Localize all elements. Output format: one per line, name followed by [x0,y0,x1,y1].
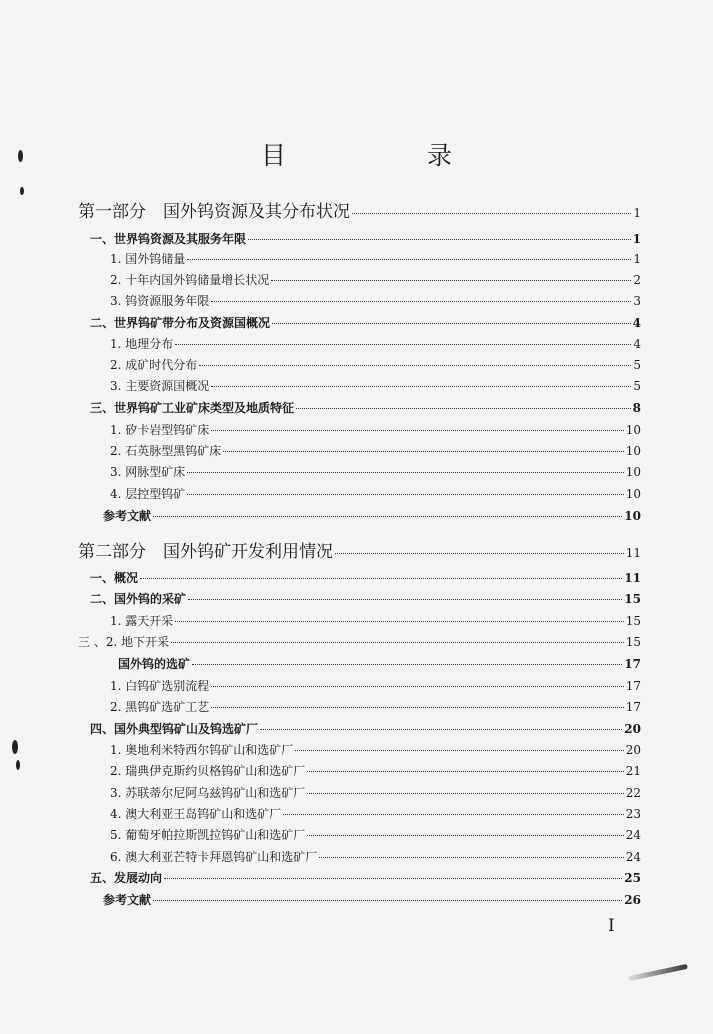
page-number: I [608,916,615,936]
toc-page: 26 [624,893,641,907]
toc-label: 1. 地理分布 [110,337,174,351]
toc-entry-references [103,891,641,908]
toc-label: 3. 主要资源国概况 [110,379,210,393]
toc-entry [110,784,641,801]
toc-entry [90,314,641,331]
toc-page: 22 [625,786,641,800]
toc-entry-part-1 [78,197,641,222]
toc-entry [110,805,641,822]
dot-leader [248,239,631,240]
toc-page: 15 [625,614,641,628]
toc-label: 国外钨的选矿 [118,657,191,671]
toc-entry [110,826,641,843]
toc-page: 1 [633,206,641,220]
toc-label: 参考文献 [103,509,152,523]
toc-page: 17 [625,700,641,714]
dot-leader [307,835,623,836]
toc-entry [78,633,641,650]
dot-leader [296,408,631,409]
dot-leader [211,386,631,387]
toc-label: 1. 矽卡岩型钨矿床 [110,423,210,437]
dot-leader [192,664,622,665]
toc-label: 一、概况 [90,571,139,585]
toc-label: 2. 成矿时代分布 [110,358,198,372]
toc-page: 10 [625,444,641,458]
toc-label: 2. 十年内国外钨储量增长状况 [110,273,270,287]
page-title: 目 录 [260,141,510,170]
toc-entry [110,848,641,865]
toc-entry [110,377,641,394]
toc-entry [110,442,641,459]
toc-label: 2. 瑞典伊克斯约贝格钨矿山和选矿厂 [110,764,306,778]
dot-leader [175,344,631,345]
toc-entry [118,655,641,672]
toc-entry [110,356,641,373]
dot-leader [283,814,623,815]
toc-label: 4. 澳大利亚王岛钨矿山和选矿厂 [110,807,282,821]
scan-speck [18,150,23,162]
dot-leader [187,472,623,473]
toc-label: 第二部分 国外钨矿开发利用情况 [78,542,333,562]
dot-leader [295,750,623,751]
toc-page: 11 [625,546,641,560]
toc-entry [110,292,641,309]
toc-label: 1. 国外钨储量 [110,252,186,266]
toc-page: 10 [625,487,641,501]
toc-page: 23 [625,807,641,821]
scan-speck [20,187,24,195]
toc-label: 1. 奥地利米特西尔钨矿山和选矿厂 [110,743,294,757]
toc-entry-part-2 [78,537,641,562]
toc-label: 二、国外钨的采矿 [90,592,187,606]
toc-entry [110,698,641,715]
toc-page: 24 [625,850,641,864]
dot-leader [153,900,622,901]
toc-page: 4 [632,316,641,330]
toc-page: 10 [625,423,641,437]
toc-page: 5 [633,379,641,393]
toc-label: 参考文献 [103,893,152,907]
toc-label: 3. 网脉型矿床 [110,465,186,479]
dot-leader [140,578,622,579]
toc-page: 25 [624,871,641,885]
toc-entry [90,569,641,586]
toc-entry [110,421,641,438]
toc-label: 1. 白钨矿选别流程 [110,679,210,693]
toc-page: 8 [632,401,641,415]
dot-leader [319,857,623,858]
toc-label: 第一部分 国外钨资源及其分布状况 [78,202,350,222]
toc-label: 三 、2. 地下开采 [78,635,170,649]
dot-leader [307,793,623,794]
dot-leader [211,430,623,431]
toc-page: 10 [625,465,641,479]
scan-speck [16,760,20,770]
dot-leader [271,280,631,281]
toc-page: 17 [625,679,641,693]
toc-entry [90,230,641,247]
toc-label: 2. 石英脉型黑钨矿床 [110,444,222,458]
toc-page: 21 [625,764,641,778]
toc-page: 20 [624,722,641,736]
toc-page: 11 [624,571,641,585]
toc-label: 二、世界钨矿带分布及资源国概况 [90,316,271,330]
toc-entry [110,335,641,352]
toc-page: 1 [633,252,641,266]
toc-label: 3. 钨资源服务年限 [110,294,210,308]
toc-page: 10 [624,509,641,523]
toc-page: 2 [633,273,641,287]
toc-entry [90,590,641,607]
toc-page: 5 [633,358,641,372]
toc-entry [110,612,641,629]
toc-page: 20 [625,743,641,757]
toc-label: 1. 露天开采 [110,614,174,628]
toc-entry [110,463,641,480]
toc-label: 2. 黑钨矿选矿工艺 [110,700,210,714]
toc-entry [110,485,641,502]
dot-leader [175,621,623,622]
dot-leader [187,259,631,260]
dot-leader [211,707,623,708]
toc-entry [90,399,641,416]
dot-leader [272,323,631,324]
toc-page: 24 [625,828,641,842]
toc-entry [110,677,641,694]
toc-label: 四、国外典型钨矿山及钨选矿厂 [90,722,259,736]
dot-leader [188,599,622,600]
toc-label: 五、发展动向 [90,871,163,885]
toc-page: 17 [624,657,641,671]
toc-label: 5. 葡萄牙帕拉斯凯拉钨矿山和选矿厂 [110,828,306,842]
dot-leader [223,451,623,452]
toc-label: 6. 澳大利亚芒特卡拜恩钨矿山和选矿厂 [110,850,318,864]
toc-label: 3. 苏联蒂尔尼阿乌兹钨矿山和选矿厂 [110,786,306,800]
toc-label: 三、世界钨矿工业矿床类型及地质特征 [90,401,295,415]
toc-page: 3 [633,294,641,308]
toc-page: 15 [625,635,641,649]
toc-page: 1 [632,232,641,246]
toc-page: 15 [624,592,641,606]
dot-leader [352,213,631,214]
toc-entry [110,762,641,779]
toc-label: 一、世界钨资源及其服务年限 [90,232,247,246]
dot-leader [335,553,624,554]
dot-leader [199,365,631,366]
dot-leader [187,494,623,495]
dot-leader [164,878,622,879]
dot-leader [211,301,631,302]
dot-leader [153,516,622,517]
dot-leader [260,729,622,730]
dot-leader [307,771,623,772]
scan-speck [12,740,18,754]
toc-entry [90,720,641,737]
toc-entry [110,250,641,267]
toc-entry [90,869,641,886]
dot-leader [171,642,624,643]
toc-label: 4. 层控型钨矿 [110,487,186,501]
toc-page: 4 [633,337,641,351]
toc-entry-references [103,507,641,524]
toc-entry [110,741,641,758]
toc-entry [110,271,641,288]
dot-leader [211,686,623,687]
